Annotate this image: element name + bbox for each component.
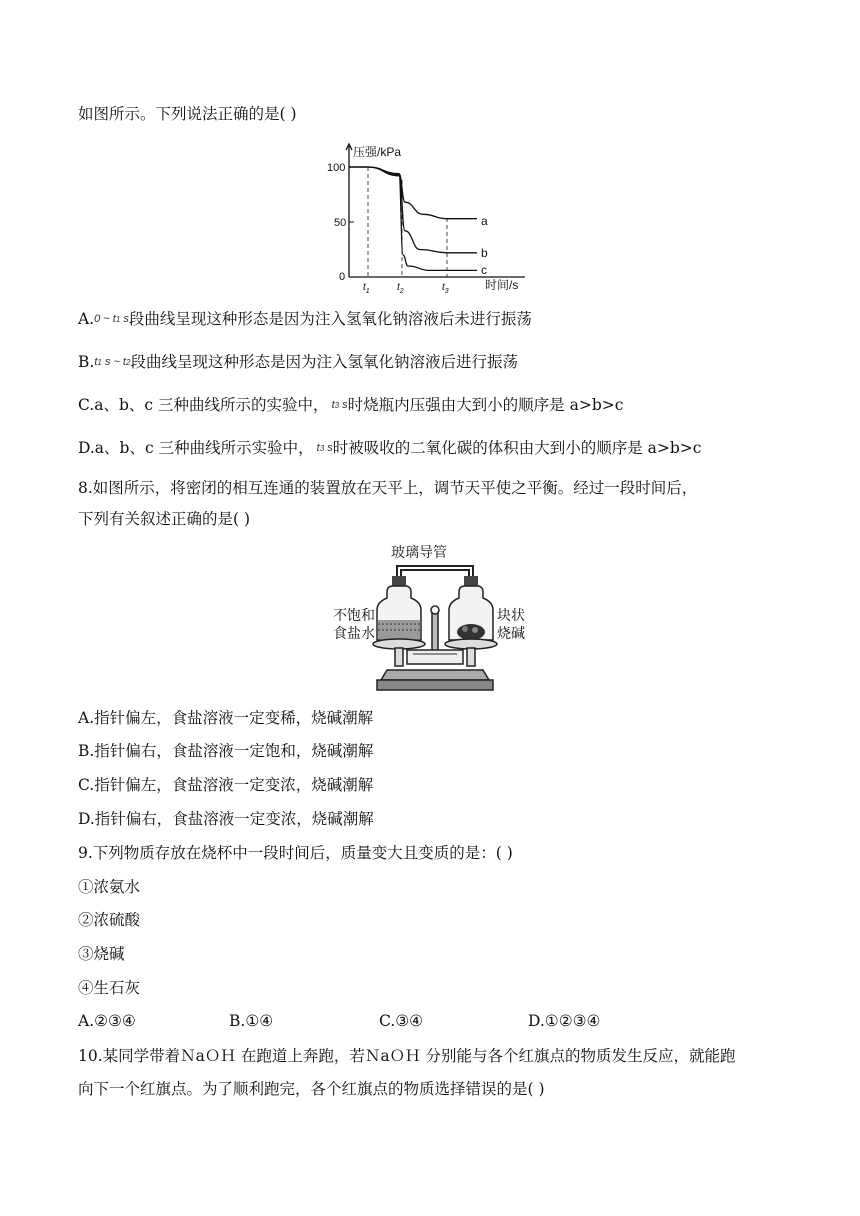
chart-ytick-50: 50 bbox=[334, 217, 347, 229]
question-7-intro: 如图所示。下列说法正确的是( ) bbox=[78, 105, 297, 123]
q9-item-3: ③烧碱 bbox=[78, 945, 125, 963]
chart-xtick-t2: $t_2$ bbox=[397, 282, 404, 295]
label-lump: 块状 bbox=[497, 607, 525, 623]
q9-item-4: ④生石灰 bbox=[78, 979, 141, 997]
q9-item-2: ②浓硫酸 bbox=[78, 911, 141, 929]
q9-stem: 9.下列物质存放在烧杯中一段时间后，质量变大且变质的是：( ) bbox=[78, 844, 513, 862]
q9-option-a[interactable]: A.②③④ bbox=[78, 1012, 136, 1030]
left-bottle bbox=[377, 576, 421, 640]
q9-option-d[interactable]: D.①②③④ bbox=[528, 1012, 601, 1030]
label-caustic-soda: 烧碱 bbox=[497, 625, 525, 641]
label-unsaturated: 不饱和 bbox=[333, 607, 375, 623]
q7-option-b[interactable]: $B.t_1$ s ~ $t_2$段曲线呈现这种形态是因为注入氢氧化钠溶液后进行振荡 bbox=[78, 353, 518, 371]
q9-option-c[interactable]: C.③④ bbox=[379, 1012, 424, 1030]
chart-ytick-0: 0 bbox=[339, 271, 346, 283]
curve-label-c: c bbox=[481, 263, 487, 277]
pressure-time-chart bbox=[325, 140, 535, 295]
q8-option-a[interactable]: A.指针偏左，食盐溶液一定变稀，烧碱潮解 bbox=[78, 709, 374, 727]
curve-label-b: b bbox=[481, 246, 488, 260]
label-salt-water: 食盐水 bbox=[333, 625, 375, 641]
chart-xtick-t1: $t_1$ bbox=[363, 282, 370, 295]
q8-stem-line-1: 8.如图所示，将密闭的相互连通的装置放在天平上，调节天平使之平衡。经过一段时间后， bbox=[78, 479, 698, 497]
chart-axes bbox=[346, 144, 525, 277]
chart-ytick-100: 100 bbox=[327, 162, 346, 174]
q10-stem-line-2: 向下一个红旗点。为了顺利跑完，各个红旗点的物质选择错误的是( ) bbox=[78, 1080, 545, 1098]
q8-option-d[interactable]: D.指针偏右，食盐溶液一定变浓，烧碱潮解 bbox=[78, 810, 374, 828]
q8-option-b[interactable]: B.指针偏右，食盐溶液一定饱和，烧碱潮解 bbox=[78, 742, 374, 760]
chart-guide-lines bbox=[349, 167, 447, 277]
chart-ylabel: 压强/kPa bbox=[353, 145, 402, 159]
q9-option-b[interactable]: B.①④ bbox=[229, 1012, 274, 1030]
q8-option-c[interactable]: C.指针偏左，食盐溶液一定变浓，烧碱潮解 bbox=[78, 776, 374, 794]
right-bottle bbox=[449, 576, 493, 640]
balance-apparatus-figure bbox=[329, 540, 525, 698]
q9-item-1: ①浓氨水 bbox=[78, 878, 141, 896]
q7-option-a[interactable]: A.0 ~ $t_1$ s段曲线呈现这种形态是因为注入氢氧化钠溶液后未进行振荡 bbox=[78, 310, 532, 328]
chart-xtick-t3: $t_3$ bbox=[442, 282, 449, 295]
q7-option-c[interactable]: C.a、b、c 三种曲线所示的实验中， $t_3$ s时烧瓶内压强由大到小的顺序是 a>b>c bbox=[78, 396, 624, 414]
label-glass-tube: 玻璃导管 bbox=[391, 544, 447, 560]
glass-tube bbox=[397, 566, 473, 578]
q7-option-d[interactable]: D.a、b、c 三种曲线所示实验中， $t_3$ s时被吸收的二氧化碳的体积由大到小的顺序是 a>b>c bbox=[78, 439, 702, 457]
q8-stem-line-2: 下列有关叙述正确的是( ) bbox=[78, 510, 251, 528]
chart-xlabel: 时间/s bbox=[485, 278, 519, 292]
chart-tick-marks bbox=[349, 167, 354, 222]
curve-label-a: a bbox=[481, 214, 488, 228]
q10-stem-line-1: 10.某同学带着ＮaＯＨ 在跑道上奔跑，若ＮaＯＨ 分别能与各个红旗点的物质发生反应，就能跑 bbox=[78, 1047, 736, 1065]
